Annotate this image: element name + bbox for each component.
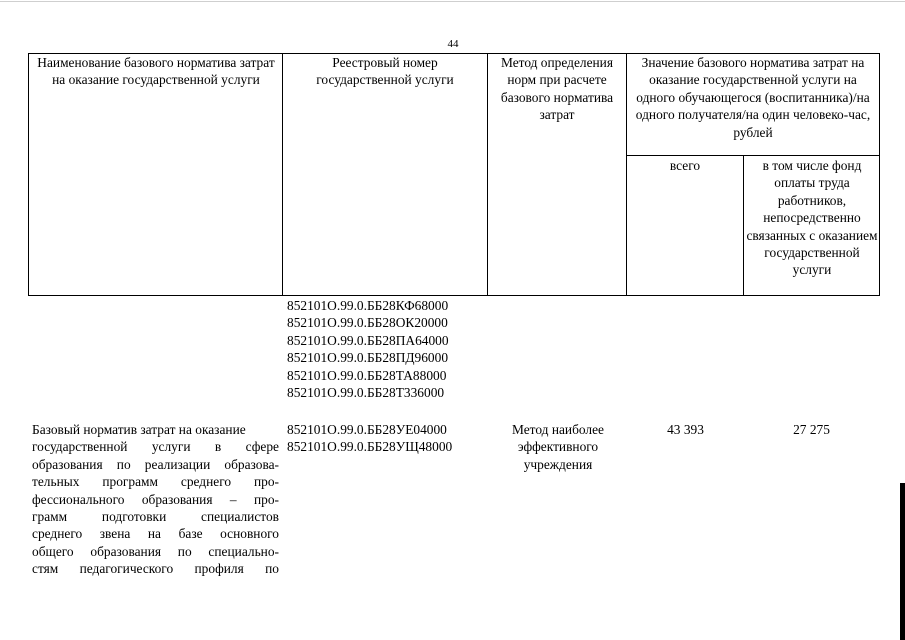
header-bottom-border [28,295,880,296]
row-incl-value: 27 275 [793,422,830,437]
description-line: фессионального образования – про- [32,491,279,507]
header-col-name: Наименование базового норматива затрат на оказание государственной услуги [37,55,275,88]
description-line: тельных программ среднего про- [32,474,279,490]
header-divider-3 [626,53,627,296]
registry-code: 852101О.99.0.ББ28ОК20000 [287,315,448,331]
registry-code: 852101О.99.0.ББ28УЕ04000 [287,422,447,437]
header-col-total: всего [669,158,701,173]
row-method: Метод наиболее эффективного учреждения [512,422,604,472]
page-top-edge [0,1,905,2]
header-divider-1 [282,53,283,296]
registry-code: 852101О.99.0.ББ28КФ68000 [287,298,449,313]
header-col-incl: в том числе фонд оплаты труда работников, непосредственно связанных с оказанием государственной услуги [746,158,878,278]
scan-edge-mark [900,483,905,640]
description-line: государственной услуги в сфере [32,439,279,455]
registry-code: 852101О.99.0.ББ28ПД96000 [287,350,449,366]
continued-registry-codes [287,297,487,401]
header-right-border [879,53,880,296]
header-subrow-line [626,155,880,156]
registry-code: 852101О.99.0.ББ28ПА64000 [287,332,449,348]
page-number: 44 [447,38,459,50]
description-line: общего образования по специально- [32,543,279,559]
row-total-value: 43 393 [667,422,704,437]
registry-code: 852101О.99.0.ББ28Т336000 [287,385,445,401]
header-subcol-divider [743,155,744,296]
description-line: стям педагогического профиля по [32,561,279,577]
header-divider-2 [487,53,488,296]
registry-code: 852101О.99.0.ББ28УЩ48000 [287,439,453,455]
header-left-border [28,53,29,296]
description-line: образования по реализации образова- [32,456,279,472]
description-line: среднего звена на базе основного [32,526,279,542]
registry-code: 852101О.99.0.ББ28ТА88000 [287,367,447,383]
row-registry-codes [287,421,487,456]
header-col-value: Значение базового норматива затрат на оказание государственной услуги на одного обучающегося (воспитанника)/на одного получателя/на один человеко-час, рублей [635,55,871,140]
header-col-registry: Реестровый номер государственной услуги [316,55,454,88]
description-line: грамм подготовки специалистов [32,509,279,525]
header-col-method: Метод определения норм при расчете базового норматива затрат [500,55,614,123]
table-header [28,53,880,296]
service-description [32,421,279,578]
description-line: Базовый норматив затрат на оказание [32,422,246,437]
